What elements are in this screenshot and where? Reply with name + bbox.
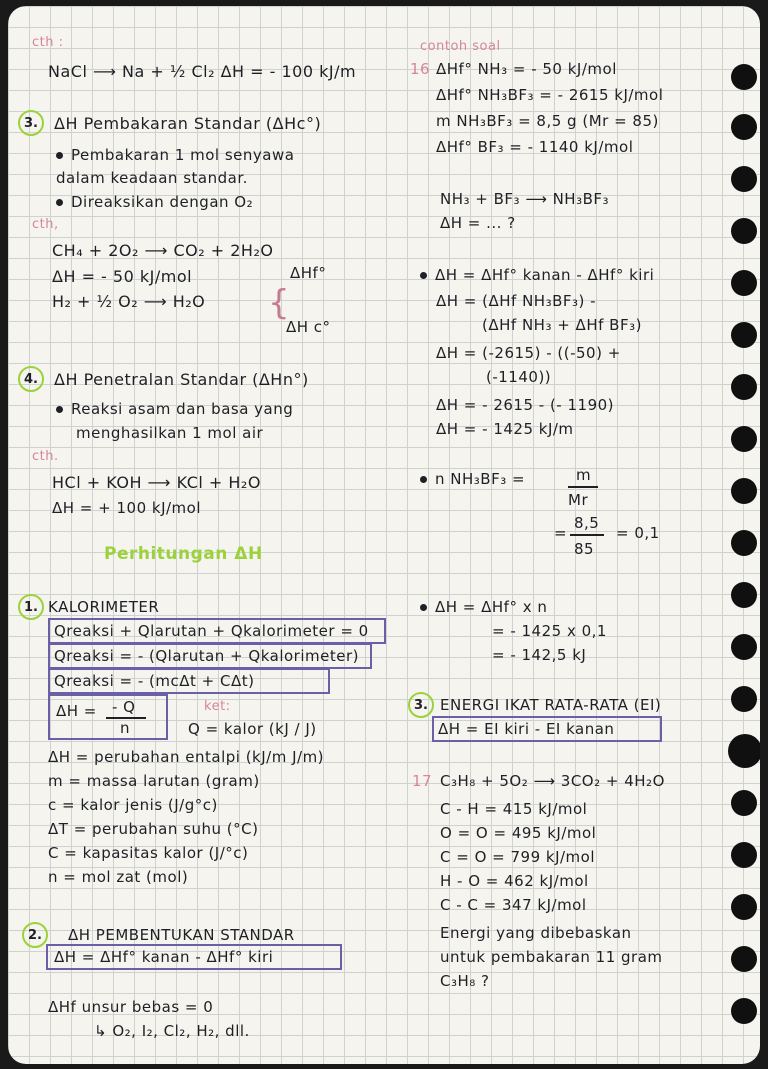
h2-equation: H₂ + ½ O₂ ⟶ H₂O — [52, 292, 206, 311]
heading-perhitungan: Perhitungan ΔH — [104, 544, 263, 564]
formula-dh: ΔH = — [56, 702, 97, 720]
bullet-icon — [420, 476, 427, 483]
dhc-label: ΔH c° — [286, 318, 331, 336]
q-definition: Q = kalor (kJ / J) — [188, 720, 317, 738]
binder-hole — [731, 426, 757, 452]
binder-hole — [731, 64, 757, 90]
binder-hole — [731, 270, 757, 296]
dh-value: ΔH = - 50 kJ/mol — [52, 267, 193, 286]
binder-hole — [731, 218, 757, 244]
fraction-denominator: Mr — [568, 491, 589, 509]
bond-line: C = O = 799 kJ/mol — [440, 848, 596, 866]
binder-hole — [731, 166, 757, 192]
question-ask: ΔH = ... ? — [440, 214, 516, 232]
binder-hole — [731, 634, 757, 660]
bond-line: O = O = 495 kJ/mol — [440, 824, 597, 842]
bond-line: H - O = 462 kJ/mol — [440, 872, 589, 890]
binder-hole — [731, 582, 757, 608]
ch4-equation: CH₄ + 2O₂ ⟶ CO₂ + 2H₂O — [52, 241, 274, 260]
fraction-numerator: - Q — [112, 698, 136, 716]
notebook-page — [8, 6, 760, 1064]
equals-sign: = — [554, 524, 568, 542]
formula-line: Qreaksi = - (Qlarutan + Qkalorimeter) — [54, 647, 359, 665]
bullet-icon — [56, 406, 63, 413]
final-calc-line: = - 142,5 kJ — [492, 646, 587, 664]
brace-mark: { — [268, 283, 291, 323]
final-calc-line: ΔH = ΔHf° x n — [420, 600, 547, 615]
definition-line: n = mol zat (mol) — [48, 868, 189, 886]
solution-line: ΔH = (-2615) - ((-50) + — [436, 344, 621, 362]
bond-energy-formula: ΔH = EI kiri - EI kanan — [438, 720, 615, 738]
binder-hole — [731, 946, 757, 972]
fraction-numerator: 8,5 — [574, 514, 600, 532]
bullet-text: Reaksi asam dan basa yang — [56, 402, 293, 417]
binder-hole — [731, 686, 757, 712]
fraction-denominator: n — [120, 719, 131, 737]
bullet-icon — [420, 272, 427, 279]
section-number-4: 4. — [18, 366, 44, 392]
question-number-17: 17 — [412, 772, 433, 790]
example-label: cth : — [32, 35, 64, 50]
solution-line: ΔH = - 1425 kJ/m — [436, 420, 574, 438]
section-title-formation: ΔH PEMBENTUKAN STANDAR — [68, 926, 295, 944]
bullet-text-cont: dalam keadaan standar. — [56, 169, 248, 187]
definition-line: ΔH = perubahan entalpi (kJ/m J/m) — [48, 748, 325, 766]
bond-line: C - C = 347 kJ/mol — [440, 896, 587, 914]
section-number-3: 3. — [18, 110, 44, 136]
dh-value: ΔH = + 100 kJ/mol — [52, 499, 202, 517]
solution-line: (ΔHf NH₃ + ΔHf BF₃) — [482, 316, 642, 334]
given-line: m NH₃BF₃ = 8,5 g (Mr = 85) — [436, 112, 659, 130]
ket-label: ket: — [204, 699, 231, 714]
formula-line: Qreaksi + Qlarutan + Qkalorimeter = 0 — [54, 622, 369, 640]
binder-hole — [731, 478, 757, 504]
binder-hole — [731, 114, 757, 140]
formula-line: Qreaksi = - (mcΔt + CΔt) — [54, 672, 255, 690]
section-number-2: 2. — [22, 922, 48, 948]
definition-line: m = massa larutan (gram) — [48, 772, 260, 790]
binder-hole — [731, 374, 757, 400]
mol-calc-label: n NH₃BF₃ = — [420, 472, 525, 487]
given-line: ΔHf° NH₃ = - 50 kJ/mol — [436, 60, 617, 78]
binder-hole — [731, 322, 757, 348]
formation-formula: ΔH = ΔHf° kanan - ΔHf° kiri — [54, 948, 274, 966]
bullet-text: Direaksikan dengan O₂ — [56, 195, 253, 210]
reaction-16: NH₃ + BF₃ ⟶ NH₃BF₃ — [440, 190, 610, 208]
fraction-numerator: m — [576, 466, 592, 484]
definition-line: c = kalor jenis (J/g°c) — [48, 796, 218, 814]
free-element-note: ΔHf unsur bebas = 0 — [48, 998, 214, 1016]
example-label: cth. — [32, 449, 59, 464]
hcl-equation: HCl + KOH ⟶ KCl + H₂O — [52, 473, 261, 492]
final-calc-line: = - 1425 x 0,1 — [492, 622, 607, 640]
section-title-neutralization: ΔH Penetralan Standar (ΔHn°) — [54, 370, 309, 389]
dhf-label: ΔHf° — [290, 264, 327, 282]
binder-hole — [731, 894, 757, 920]
mol-result: = 0,1 — [616, 524, 660, 542]
bond-line: C - H = 415 kJ/mol — [440, 800, 588, 818]
nacl-equation: NaCl ⟶ Na + ½ Cl₂ ΔH = - 100 kJ/m — [48, 62, 357, 81]
definition-line: C = kapasitas kalor (J/°c) — [48, 844, 249, 862]
given-line: ΔHf° NH₃BF₃ = - 2615 kJ/mol — [436, 86, 664, 104]
question-text: Energi yang dibebaskan — [440, 924, 632, 942]
section-title-combustion: ΔH Pembakaran Standar (ΔHc°) — [54, 114, 322, 133]
example-label: cth, — [32, 217, 59, 232]
solution-line: ΔH = ΔHf° kanan - ΔHf° kiri — [420, 268, 654, 283]
bullet-text: Pembakaran 1 mol senyawa — [56, 148, 294, 163]
bullet-icon — [56, 152, 63, 159]
definition-line: ΔT = perubahan suhu (°C) — [48, 820, 259, 838]
section-number-1: 1. — [18, 594, 44, 620]
given-line: ΔHf° BF₃ = - 1140 kJ/mol — [436, 138, 634, 156]
bullet-text-cont: menghasilkan 1 mol air — [76, 424, 264, 442]
fraction-denominator: 85 — [574, 540, 595, 558]
bullet-icon — [420, 604, 427, 611]
binder-hole — [731, 790, 757, 816]
binder-hole — [731, 998, 757, 1024]
section-title-bond-energy: ENERGI IKAT RATA-RATA (EI) — [440, 696, 662, 714]
solution-line: (-1140)) — [486, 368, 552, 386]
section-number-3-right: 3. — [408, 692, 434, 718]
binder-hole — [731, 842, 757, 868]
solution-line: ΔH = (ΔHf NH₃BF₃) - — [436, 292, 597, 310]
fraction-line — [570, 534, 604, 536]
question-number-16: 16 — [410, 60, 431, 78]
solution-line: ΔH = - 2615 - (- 1190) — [436, 396, 615, 414]
bullet-icon — [56, 199, 63, 206]
reaction-17: C₃H₈ + 5O₂ ⟶ 3CO₂ + 4H₂O — [440, 772, 665, 790]
question-text: C₃H₈ ? — [440, 972, 490, 990]
binder-hole — [728, 734, 760, 768]
fraction-line — [568, 486, 598, 488]
question-text: untuk pembakaran 11 gram — [440, 948, 663, 966]
binder-hole — [731, 530, 757, 556]
section-title-calorimeter: KALORIMETER — [48, 598, 160, 616]
contoh-soal-label: contoh soal — [420, 39, 501, 54]
free-element-list: ↳ O₂, I₂, Cl₂, H₂, dll. — [94, 1022, 250, 1040]
